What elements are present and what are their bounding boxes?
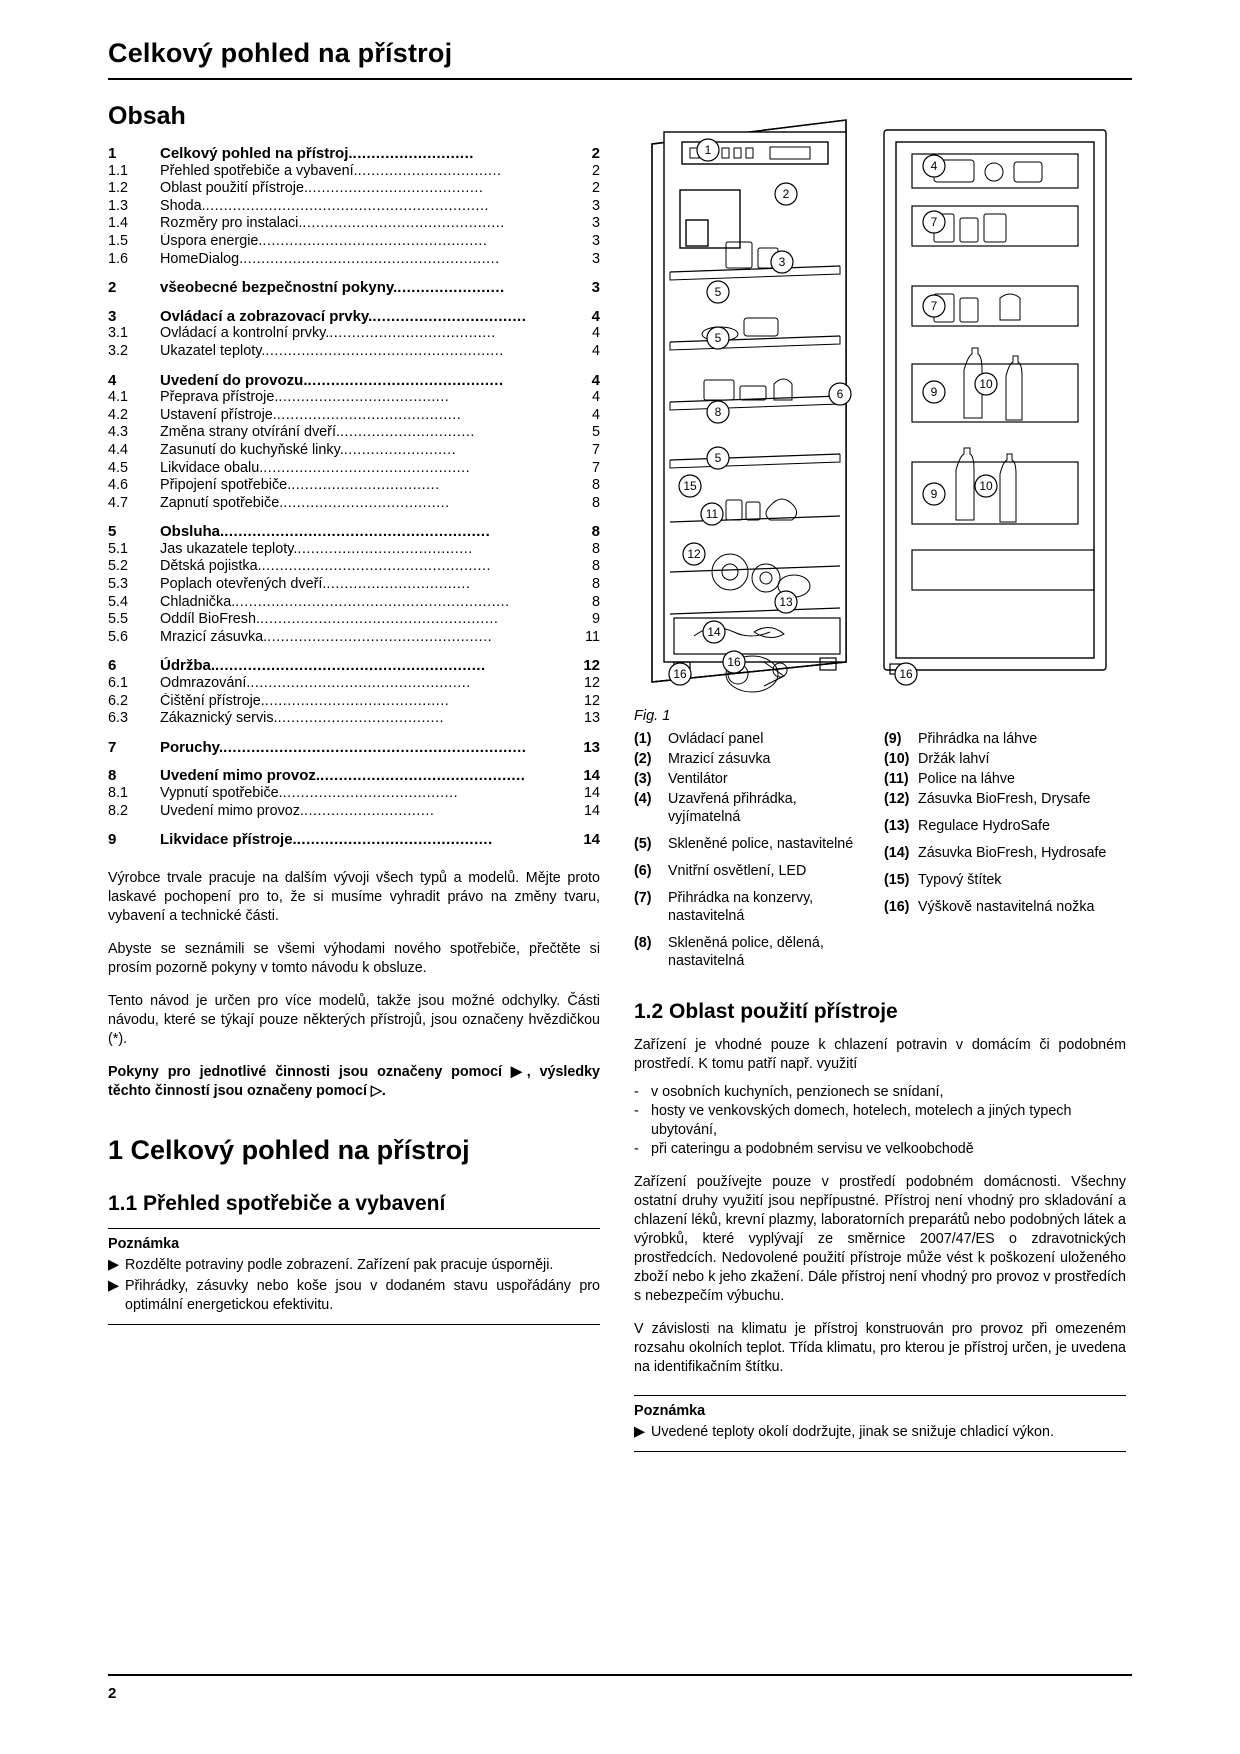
toc-number: 4.5 xyxy=(108,459,129,476)
svg-text:13: 13 xyxy=(779,595,793,609)
note-box-ambient xyxy=(634,1395,1126,1452)
legend-number: (6) xyxy=(634,863,652,879)
intro-paragraph-2: Abyste se seznámili se všemi výhodami nového spotřebiče, přečtěte si prosím pozorně pokyny v tomto návodu k obsluze. xyxy=(108,940,600,976)
legend-number: (16) xyxy=(884,899,910,915)
section-1-2-paragraph-1: Zařízení je vhodné pouze k chlazení potravin v domácím či podobném prostředí. K tomu patří např. využití xyxy=(634,1037,1126,1072)
toc-page: 4 xyxy=(591,371,600,389)
toc-number: 4.6 xyxy=(108,477,129,494)
footer-divider xyxy=(108,1674,1132,1676)
refrigerator-diagram xyxy=(634,102,1126,702)
toc-number: 6.3 xyxy=(108,710,129,727)
two-column-layout xyxy=(108,102,1132,1452)
section-1-2-paragraph-2: Zařízení používejte pouze v prostředí podobném domácnosti. Všechny ostatní druhy využití jsou nepřípustné. Přístroj není vhodný pro skladování a chlazení léků, krevní plazmy, laboratorních preparátů nebo podobných látek a výrobků, které vyplývají ze směrnice 2007/47/ES o zdravotnických prostředcích. Nedovolené použití přístroje může vést k poškození uloženého zboží nebo k jeho zkažení. Dále přístroj není vhodný pro provoz v prostředích s nebezpečím výbuchu. xyxy=(634,1174,1126,1304)
note-item xyxy=(108,1256,600,1275)
toc-page: 4 xyxy=(591,406,600,423)
chapter-heading: 1 Celkový pohled na přístroj xyxy=(108,1134,470,1165)
toc-entry[interactable] xyxy=(108,495,600,513)
legend-text: Mrazicí zásuvka xyxy=(668,751,771,767)
toc-entry[interactable] xyxy=(108,831,600,849)
toc-entry[interactable] xyxy=(108,785,600,803)
toc-entry[interactable] xyxy=(108,767,600,785)
legend-text: Skleněná police, dělená, nastavitelná xyxy=(668,935,824,969)
toc-number: 2 xyxy=(108,279,117,297)
toc-label: všeobecné bezpečnostní pokyny........................ xyxy=(160,279,505,297)
bullet-item xyxy=(634,1140,1126,1159)
svg-text:5: 5 xyxy=(714,451,722,465)
toc-label: Změna strany otvírání dveří............................... xyxy=(160,424,475,441)
toc-page: 9 xyxy=(591,611,600,628)
legend-number: (8) xyxy=(634,935,652,951)
toc-page: 2 xyxy=(591,162,600,179)
toc-entry[interactable] xyxy=(108,180,600,198)
legend-item xyxy=(884,817,1120,835)
toc-number: 3 xyxy=(108,307,117,325)
toc-label: Poruchy.................................................................. xyxy=(160,738,527,756)
note-item xyxy=(634,1423,1126,1442)
toc-number: 8 xyxy=(108,767,117,785)
toc-label: Zákaznický servis...................................... xyxy=(160,710,444,727)
toc-entry[interactable] xyxy=(108,372,600,390)
toc-page: 11 xyxy=(585,628,600,645)
note-title: Poznámka xyxy=(634,1403,706,1419)
toc-label: Oblast použití přístroje........................................ xyxy=(160,180,484,197)
legend-item xyxy=(634,889,870,925)
toc-label: HomeDialog.......................................................... xyxy=(160,250,500,267)
svg-text:11: 11 xyxy=(705,507,719,521)
toc-label: Dětská pojistka.................................................... xyxy=(160,558,491,575)
left-column xyxy=(108,102,600,1452)
legend-number: (11) xyxy=(884,771,909,787)
legend-item xyxy=(884,790,1120,808)
note-title: Poznámka xyxy=(108,1235,180,1252)
bullet-item xyxy=(634,1083,1126,1102)
toc-entry[interactable] xyxy=(108,523,600,541)
toc-page: 5 xyxy=(591,424,600,441)
toc-label: Uvedení do provozu........................................... xyxy=(160,371,504,389)
toc-label: Rozměry pro instalaci.............................................. xyxy=(160,215,505,232)
legend-text: Regulace HydroSafe xyxy=(918,818,1050,834)
toc-page: 3 xyxy=(591,197,600,214)
legend-number: (10) xyxy=(884,751,910,767)
legend-item xyxy=(884,898,1120,916)
toc-entry[interactable] xyxy=(108,657,600,675)
table-of-contents xyxy=(108,145,600,849)
bullet-text: hosty ve venkovských domech, hotelech, motelech a jiných typech ubytování, xyxy=(651,1103,1072,1138)
page-number: 2 xyxy=(108,1685,117,1702)
toc-number: 1.4 xyxy=(108,215,129,232)
svg-text:9: 9 xyxy=(930,487,938,501)
toc-number: 5.3 xyxy=(108,576,129,593)
dash-bullet-icon: - xyxy=(634,1103,639,1119)
toc-label: Ustavení přístroje.......................................... xyxy=(160,406,462,423)
toc-number: 5 xyxy=(108,523,117,541)
toc-entry[interactable] xyxy=(108,442,600,460)
legend-column-right xyxy=(884,730,1120,972)
toc-number: 5.5 xyxy=(108,611,129,628)
toc-page: 12 xyxy=(583,675,600,692)
toc-entry[interactable] xyxy=(108,739,600,757)
legend-item xyxy=(634,730,870,748)
toc-number: 1.1 xyxy=(108,162,129,179)
svg-text:16: 16 xyxy=(899,667,913,681)
legend-number: (13) xyxy=(884,818,910,834)
toc-entry[interactable] xyxy=(108,279,600,297)
toc-page: 3 xyxy=(591,232,600,249)
toc-entry[interactable] xyxy=(108,343,600,361)
toc-page: 14 xyxy=(583,767,600,785)
svg-text:6: 6 xyxy=(836,387,844,401)
toc-entry[interactable] xyxy=(108,693,600,711)
legend-text: Skleněné police, nastavitelné xyxy=(668,836,854,852)
svg-text:16: 16 xyxy=(673,667,687,681)
triangle-bullet-icon: ▶ xyxy=(634,1424,645,1440)
toc-number: 4.3 xyxy=(108,424,129,441)
dash-bullet-icon: - xyxy=(634,1084,639,1100)
toc-label: Čištění přístroje.......................................... xyxy=(160,692,450,709)
toc-number: 1.6 xyxy=(108,250,129,267)
toc-number: 4 xyxy=(108,371,117,389)
toc-entry[interactable] xyxy=(108,198,600,216)
legend-text: Typový štítek xyxy=(918,872,1002,888)
toc-page: 8 xyxy=(591,576,600,593)
toc-label: Přeprava přístroje....................................... xyxy=(160,389,450,406)
legend-text: Zásuvka BioFresh, Drysafe xyxy=(918,791,1091,807)
toc-page: 4 xyxy=(591,389,600,406)
toc-entry[interactable] xyxy=(108,675,600,693)
legend-item xyxy=(634,835,870,853)
note-item-text: Přihrádky, zásuvky nebo koše jsou v dodaném stavu uspořádány pro optimální energetickou efektivitu. xyxy=(125,1277,600,1313)
toc-page: 8 xyxy=(591,523,600,541)
bullet-item xyxy=(634,1102,1126,1140)
toc-number: 9 xyxy=(108,831,117,849)
toc-number: 4.4 xyxy=(108,441,129,458)
svg-text:15: 15 xyxy=(683,479,697,493)
svg-text:10: 10 xyxy=(979,377,993,391)
page-title: Celkový pohled na přístroj xyxy=(108,38,453,68)
toc-entry[interactable] xyxy=(108,163,600,181)
toc-entry[interactable] xyxy=(108,594,600,612)
note-item xyxy=(108,1277,600,1315)
legend-text: Ventilátor xyxy=(668,771,728,787)
toc-label: Ovládací a zobrazovací prvky.................................. xyxy=(160,307,527,325)
toc-page: 4 xyxy=(591,342,600,359)
toc-entry[interactable] xyxy=(108,803,600,821)
toc-entry[interactable] xyxy=(108,629,600,647)
toc-number: 6.1 xyxy=(108,675,129,692)
dash-bullet-icon: - xyxy=(634,1141,639,1157)
toc-number: 5.2 xyxy=(108,558,129,575)
toc-label: Ovládací a kontrolní prvky...................................... xyxy=(160,325,496,342)
toc-page: 12 xyxy=(583,657,600,675)
toc-number: 6.2 xyxy=(108,692,129,709)
toc-number: 3.2 xyxy=(108,342,129,359)
toc-entry[interactable] xyxy=(108,576,600,594)
toc-page: 8 xyxy=(591,477,600,494)
svg-text:7: 7 xyxy=(930,215,938,229)
header-divider xyxy=(108,78,1132,80)
legend-item xyxy=(884,871,1120,889)
toc-number: 3.1 xyxy=(108,325,129,342)
legend-number: (2) xyxy=(634,751,652,767)
toc-page: 3 xyxy=(591,215,600,232)
toc-label: Zapnutí spotřebiče...................................... xyxy=(160,494,450,511)
toc-label: Přehled spotřebiče a vybavení................................. xyxy=(160,162,502,179)
toc-page: 14 xyxy=(583,785,600,801)
legend-number: (5) xyxy=(634,836,652,852)
toc-label: Likvidace obalu............................................... xyxy=(160,459,471,476)
toc-entry[interactable] xyxy=(108,308,600,326)
toc-number: 5.1 xyxy=(108,540,129,557)
toc-label: Odmrazování.................................................. xyxy=(160,675,471,692)
toc-number: 1.5 xyxy=(108,232,129,249)
legend-text: Přihrádka na konzervy, nastavitelná xyxy=(668,890,814,924)
legend-text: Přihrádka na láhve xyxy=(918,731,1038,747)
toc-page: 8 xyxy=(591,558,600,575)
usage-bullet-list xyxy=(634,1083,1126,1159)
svg-text:4: 4 xyxy=(930,159,938,173)
toc-label: Vypnutí spotřebiče........................................ xyxy=(160,785,459,801)
legend-item xyxy=(884,844,1120,862)
legend-text: Uzavřená přihrádka, vyjímatelná xyxy=(668,791,797,825)
svg-text:14: 14 xyxy=(707,625,721,639)
toc-label: Úspora energie................................................... xyxy=(160,232,488,249)
svg-text:12: 12 xyxy=(687,547,701,561)
legend-number: (14) xyxy=(884,845,910,861)
legend-text: Výškově nastavitelná nožka xyxy=(918,899,1095,915)
bullet-text: v osobních kuchyních, penzionech se snídaní, xyxy=(651,1084,944,1100)
toc-number: 7 xyxy=(108,738,117,756)
toc-heading: Obsah xyxy=(108,102,186,130)
toc-number: 5.4 xyxy=(108,593,129,610)
toc-label: Likvidace přístroje........................................... xyxy=(160,831,493,849)
legend-text: Zásuvka BioFresh, Hydrosafe xyxy=(918,845,1107,861)
legend-item xyxy=(634,750,870,768)
toc-page: 8 xyxy=(591,540,600,557)
legend-text: Vnitřní osvětlení, LED xyxy=(668,863,807,879)
toc-entry[interactable] xyxy=(108,460,600,478)
toc-page: 3 xyxy=(591,250,600,267)
toc-number: 5.6 xyxy=(108,628,129,645)
svg-text:1: 1 xyxy=(704,143,712,157)
toc-number: 1.2 xyxy=(108,180,129,197)
toc-label: Oddíl BioFresh...................................................... xyxy=(160,611,499,628)
toc-number: 8.2 xyxy=(108,802,129,819)
toc-label: Ukazatel teploty...................................................... xyxy=(160,342,504,359)
figure-caption: Fig. 1 xyxy=(634,708,671,724)
toc-page: 7 xyxy=(591,441,600,458)
toc-label: Shoda................................................................ xyxy=(160,197,490,214)
toc-number: 1.3 xyxy=(108,197,129,214)
toc-label: Uvedení mimo provoz............................................. xyxy=(160,767,526,785)
svg-text:5: 5 xyxy=(714,285,722,299)
svg-text:8: 8 xyxy=(714,405,722,419)
toc-label: Uvedení mimo provoz.............................. xyxy=(160,802,435,819)
toc-page: 13 xyxy=(583,710,600,727)
legend-column-left xyxy=(634,730,870,972)
toc-entry[interactable] xyxy=(108,215,600,233)
bullet-text: při cateringu a podobném servisu ve velkoobchodě xyxy=(651,1141,974,1157)
toc-entry[interactable] xyxy=(108,389,600,407)
toc-entry[interactable] xyxy=(108,407,600,425)
legend-number: (15) xyxy=(884,872,910,888)
toc-entry[interactable] xyxy=(108,558,600,576)
toc-entry[interactable] xyxy=(108,325,600,343)
toc-label: Údržba........................................................... xyxy=(160,657,486,675)
legend-number: (7) xyxy=(634,890,652,906)
toc-label: Poplach otevřených dveří................................. xyxy=(160,576,471,593)
intro-paragraph-1: Výrobce trvale pracuje na dalším vývoji všech typů a modelů. Mějte proto laskavé pochopení pro to, že si musíme vyhradit právo na změny tvaru, vybavení a technické části. xyxy=(108,869,600,924)
svg-text:3: 3 xyxy=(778,255,786,269)
toc-page: 13 xyxy=(583,738,600,756)
section-1-1-heading: 1.1 Přehled spotřebiče a vybavení xyxy=(108,1191,446,1215)
figure-legend xyxy=(634,730,1126,972)
svg-text:7: 7 xyxy=(930,299,938,313)
legend-item xyxy=(634,934,870,970)
toc-label: Mrazicí zásuvka................................................... xyxy=(160,628,493,645)
toc-label: Obsluha.......................................................... xyxy=(160,523,491,541)
toc-entry[interactable] xyxy=(108,541,600,559)
legend-text: Police na láhve xyxy=(918,771,1015,787)
legend-number: (3) xyxy=(634,771,652,787)
legend-text: Držák lahví xyxy=(918,751,990,767)
toc-page: 2 xyxy=(591,180,600,197)
toc-page: 7 xyxy=(591,459,600,476)
toc-number: 8.1 xyxy=(108,785,129,801)
toc-page: 8 xyxy=(591,494,600,511)
toc-page: 8 xyxy=(591,593,600,610)
toc-label: Připojení spotřebiče.................................. xyxy=(160,477,440,494)
note-item-text: Uvedené teploty okolí dodržujte, jinak se snižuje chladicí výkon. xyxy=(651,1424,1054,1440)
legend-item xyxy=(634,862,870,880)
toc-number: 1 xyxy=(108,145,117,162)
toc-entry[interactable] xyxy=(108,424,600,442)
toc-label: Celkový pohled na přístroj........................... xyxy=(160,145,474,162)
toc-page: 12 xyxy=(583,692,600,709)
toc-page: 4 xyxy=(591,307,600,325)
legend-item xyxy=(634,790,870,826)
intro-paragraph-4: Pokyny pro jednotlivé činnosti jsou označeny pomocí ▶, výsledky těchto činností jsou označeny pomocí ▷. xyxy=(108,1063,600,1099)
section-1-2-paragraph-3: V závislosti na klimatu je přístroj konstruován pro provoz při omezeném rozsahu okolních teplot. Třída klimatu, pro kterou je přístroj určen, je uvedena na identifikačním štítku. xyxy=(634,1321,1126,1375)
toc-page: 14 xyxy=(583,831,600,849)
appliance-figure xyxy=(634,102,1126,702)
toc-entry[interactable] xyxy=(108,710,600,728)
toc-label: Zasunutí do kuchyňské linky.......................... xyxy=(160,441,457,458)
toc-number: 4.2 xyxy=(108,406,129,423)
toc-entry[interactable] xyxy=(108,251,600,269)
svg-text:5: 5 xyxy=(714,331,722,345)
triangle-bullet-icon: ▶ xyxy=(108,1256,119,1273)
section-1-2-heading: 1.2 Oblast použití přístroje xyxy=(634,1000,898,1023)
legend-number: (1) xyxy=(634,731,652,747)
legend-text: Ovládací panel xyxy=(668,731,764,747)
toc-number: 6 xyxy=(108,657,117,675)
toc-entry[interactable] xyxy=(108,145,600,163)
legend-number: (9) xyxy=(884,731,902,747)
note-box-overview xyxy=(108,1228,600,1325)
svg-text:9: 9 xyxy=(930,385,938,399)
toc-label: Chladnička.............................................................. xyxy=(160,593,510,610)
svg-text:10: 10 xyxy=(979,479,993,493)
toc-page: 4 xyxy=(591,325,600,342)
legend-item xyxy=(634,770,870,788)
toc-number: 4.1 xyxy=(108,389,129,406)
legend-item xyxy=(884,730,1120,748)
toc-entry[interactable] xyxy=(108,611,600,629)
toc-label: Jas ukazatele teploty........................................ xyxy=(160,540,473,557)
toc-page: 2 xyxy=(591,145,600,162)
toc-entry[interactable] xyxy=(108,477,600,495)
intro-paragraph-3: Tento návod je určen pro více modelů, takže jsou možné odchylky. Části návodu, které se týkají pouze některých přístrojů, jsou označeny hvězdičkou (*). xyxy=(108,992,600,1047)
toc-number: 4.7 xyxy=(108,494,129,511)
legend-item xyxy=(884,750,1120,768)
legend-item xyxy=(884,770,1120,788)
svg-text:16: 16 xyxy=(727,655,741,669)
right-column xyxy=(634,102,1126,1452)
toc-page: 14 xyxy=(583,802,600,819)
toc-entry[interactable] xyxy=(108,233,600,251)
note-item-text: Rozdělte potraviny podle zobrazení. Zařízení pak pracuje úsporněji. xyxy=(125,1256,554,1273)
svg-text:2: 2 xyxy=(782,187,790,201)
legend-number: (12) xyxy=(884,791,910,807)
triangle-bullet-icon: ▶ xyxy=(108,1277,119,1294)
toc-page: 3 xyxy=(591,279,600,297)
legend-number: (4) xyxy=(634,791,652,807)
